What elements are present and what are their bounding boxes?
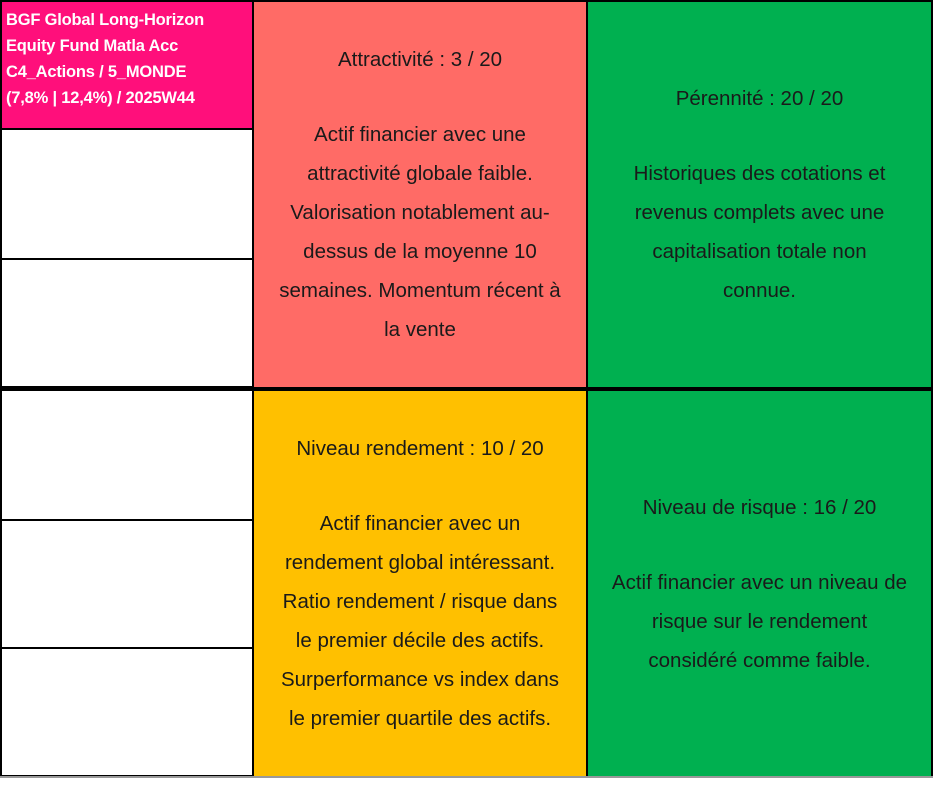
rendement-line: rendement global intéressant. [284, 551, 556, 574]
perennite-description [634, 154, 886, 310]
risque-line: considéré comme faible. [648, 648, 871, 672]
blank-cell-5 [0, 649, 252, 777]
attractivite-panel [252, 0, 588, 389]
perennite-line: connue. [723, 279, 796, 302]
perennite-line: capitalisation totale non [652, 240, 867, 263]
risque-panel [586, 389, 933, 778]
attractivite-description [279, 115, 560, 349]
blank-cell-3 [0, 391, 252, 521]
perennite-title: Pérennité : 20 / 20 [675, 87, 844, 110]
rendement-description [281, 504, 559, 738]
rendement-line: le premier quartile des actifs. [288, 707, 552, 730]
rendement-line: le premier décile des actifs. [295, 629, 545, 652]
rendement-line: Ratio rendement / risque dans [282, 590, 558, 613]
rendement-line: Actif financier avec un [319, 512, 521, 535]
attractivite-title: Attractivité : 3 / 20 [337, 48, 503, 71]
perennite-line: revenus complets avec une [634, 201, 885, 224]
fund-header [0, 0, 252, 130]
fund-name-line-1: BGF Global Long-Horizon [6, 11, 204, 29]
perennite-panel [586, 0, 933, 389]
rendement-line: Surperformance vs index dans [280, 668, 560, 691]
attractivite-line: semaines. Momentum récent à [279, 279, 561, 302]
blank-cell-4 [0, 521, 252, 649]
perennite-line: Historiques des cotations et [633, 162, 886, 185]
bottom-border [0, 776, 933, 778]
attractivite-line: attractivité globale faible. [307, 162, 533, 185]
risque-line: Actif financier avec un niveau de [611, 570, 908, 594]
fund-stats: (7,8% | 12,4%) / 2025W44 [6, 89, 195, 107]
risque-description [612, 563, 907, 680]
blank-cell-1 [0, 130, 252, 260]
attractivite-line: Actif financier avec une [314, 123, 526, 146]
rendement-panel [252, 389, 588, 778]
fund-category: C4_Actions / 5_MONDE [6, 63, 187, 81]
blank-cell-2 [0, 260, 252, 388]
risque-title: Niveau de risque : 16 / 20 [642, 495, 877, 519]
attractivite-line: dessus de la moyenne 10 [303, 240, 537, 263]
attractivite-line: Valorisation notablement au- [290, 201, 550, 224]
row-divider [0, 387, 933, 391]
fund-name-line-2: Equity Fund Matla Acc [6, 37, 179, 55]
rendement-title: Niveau rendement : 10 / 20 [296, 437, 544, 460]
risque-line: risque sur le rendement [651, 609, 868, 633]
attractivite-line: la vente [384, 318, 456, 341]
